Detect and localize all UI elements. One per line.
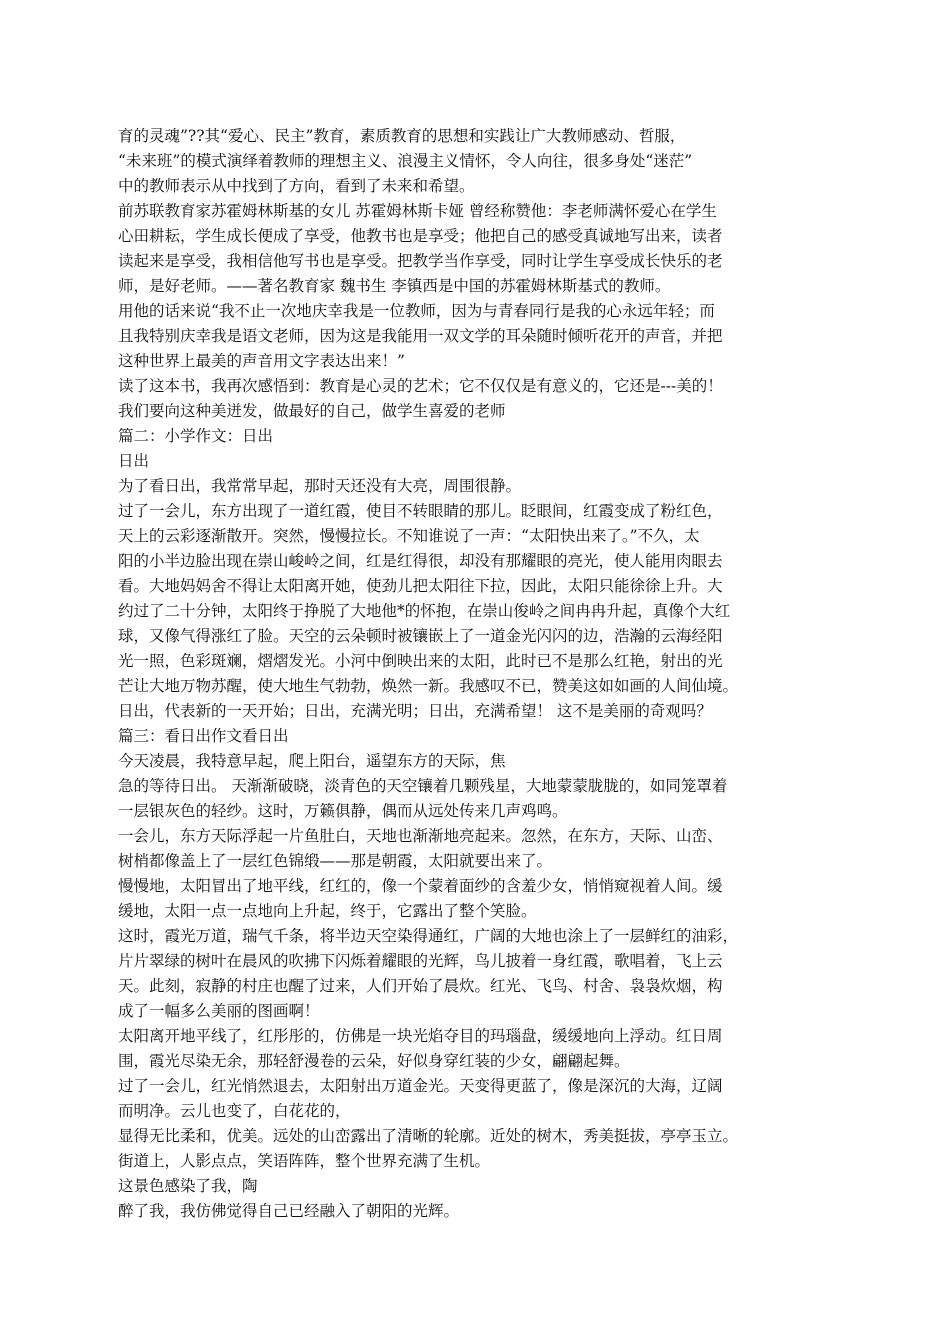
paragraph-16: 这景色感染了我，陶 [118,1177,258,1195]
paragraph-14: 过了一会儿，红光悄然退去，太阳射出万道金光。天变得更蓝了，像是深沉的大海，辽阔 而明净。云儿也变了，白花花的， [118,1077,723,1120]
document-body [118,124,838,1224]
paragraph-1: 育的灵魂”??其“爱心、民主”教育，素质教育的思想和实践让广大教师感动、哲服， “未来班”的模式演绎着教师的理想主义、浪漫主义情怀，令人向往，很多身处“迷茫” 中的教师表示从中找到了方向，看到了未来和希望。 [118,127,693,195]
paragraph-10: 一会儿，东方天际浮起一片鱼肚白，天地也渐渐地亮起来。忽然，在东方，天际、山峦、 树梢都像盖上了一层红色锦缎——那是朝霞，太阳就要出来了。 [118,827,723,870]
paragraph-12: 这时，霞光万道，瑞气千条，将半边天空染得通红，广阔的大地也涂上了一层鲜红的油彩， 片片翠绿的树叶在晨风的吹拂下闪烁着耀眼的光辉，鸟儿披着一身红霞，歌唱着，飞上云 天。此刻，寂静的村庄也醒了过来，人们开始了晨炊。红光、飞鸟、村舍、袅袅炊烟，构 成了一幅多么美丽的图画啊！ [118,927,739,1020]
paragraph-9: 急的等待日出。 天渐渐破晓，淡青色的天空镶着几颗残星，大地蒙蒙胧胧的，如同笼罩着 一层银灰色的轻纱。这时，万籁俱静，偶而从远处传来几声鸡鸣。 [118,777,728,820]
paragraph-3: 用他的话来说“我不止一次地庆幸我是一位教师，因为与青春同行是我的心永远年轻；而 且我特别庆幸我是语文老师，因为这是我能用一双文学的耳朵随时倾听花开的声音，并把 这种世界上最美的声音用文字表达出来！” [118,302,723,370]
paragraph-13: 太阳离开地平线了，红彤彤的，仿佛是一块光焰夺目的玛瑙盘，缓缓地向上浮动。红日周 围，霞光尽染无余，那轻舒漫卷的云朵，好似身穿红装的少女，翩翩起舞。 [118,1027,723,1070]
paragraph-17: 醉了我，我仿佛觉得自己已经融入了朝阳的光辉。 [118,1202,460,1220]
essay-title-sunrise: 日出 [118,452,150,470]
section-heading-2: 篇二：小学作文：日出 [118,427,274,445]
paragraph-2: 前苏联教育家苏霍姆林斯基的女儿 苏霍姆林斯卡娅 曾经称赞他：李老师满怀爱心在学生 心田耕耘，学生成长便成了享受，他教书也是享受；他把自己的感受真诚地写出来，读者 读起来是享受，我相信他写书也是享受。把教学当作享受，同时让学生享受成长快乐的老 师，是好老师。——著名教育家 魏书生 李镇西是中国的苏霍姆林斯基式的教师。 [118,202,723,295]
paragraph-11: 慢慢地，太阳冒出了地平线，红红的，像一个蒙着面纱的含羞少女，悄悄窥视着人间。缓 缓地，太阳一点一点地向上升起，终于，它露出了整个笑脸。 [118,877,723,920]
paragraph-15: 显得无比柔和，优美。远处的山峦露出了清晰的轮廓。近处的树木，秀美挺拔，亭亭玉立。 街道上，人影点点，笑语阵阵，整个世界充满了生机。 [118,1127,739,1170]
paragraph-5: 为了看日出，我常常早起，那时天还没有大亮，周围很静。 [118,477,522,495]
paragraph-7: 日出，代表新的一天开始；日出，充满光明；日出，充满希望！ 这不是美丽的奇观吗？ [118,702,712,720]
section-heading-3: 篇三：看日出作文看日出 [118,727,289,745]
paragraph-4: 读了这本书，我再次感悟到：教育是心灵的艺术；它不仅仅是有意义的，它还是---美的！ 我们要向这种美迸发，做最好的自己，做学生喜爱的老师 [118,377,723,420]
paragraph-8: 今天凌晨，我特意早起，爬上阳台，遥望东方的天际，焦 [118,752,506,770]
paragraph-6: 过了一会儿，东方出现了一道红霞，使目不转眼睛的那儿。眨眼间，红霞变成了粉红色， 天上的云彩逐渐散开。突然，慢慢拉长。不知谁说了一声：“太阳快出来了。”不久，太 阳的小半边脸出现在崇山峻岭之间，红是红得很，却没有那耀眼的亮光，使人能用肉眼去 看。大地妈妈舍不得让太阳离开她，使劲儿把太阳往下拉，因此，太阳只能徐徐上升。大 约过了二十分钟，太阳终于挣脱了大地他*的怀抱，在崇山俊岭之间冉冉升起，真像个大红 球，又像气得涨红了脸。天空的云朵顿时被镶嵌上了一道金光闪闪的边，浩瀚的云海经阳 光一照，色彩斑斓，熠熠发光。小河中倒映出来的太阳，此时已不是那么红艳，射出的光 芒让大地万物苏醒，使大地生气勃勃，焕然一新。我感叹不已，赞美这如如画的人间仙境。 [118,502,739,695]
